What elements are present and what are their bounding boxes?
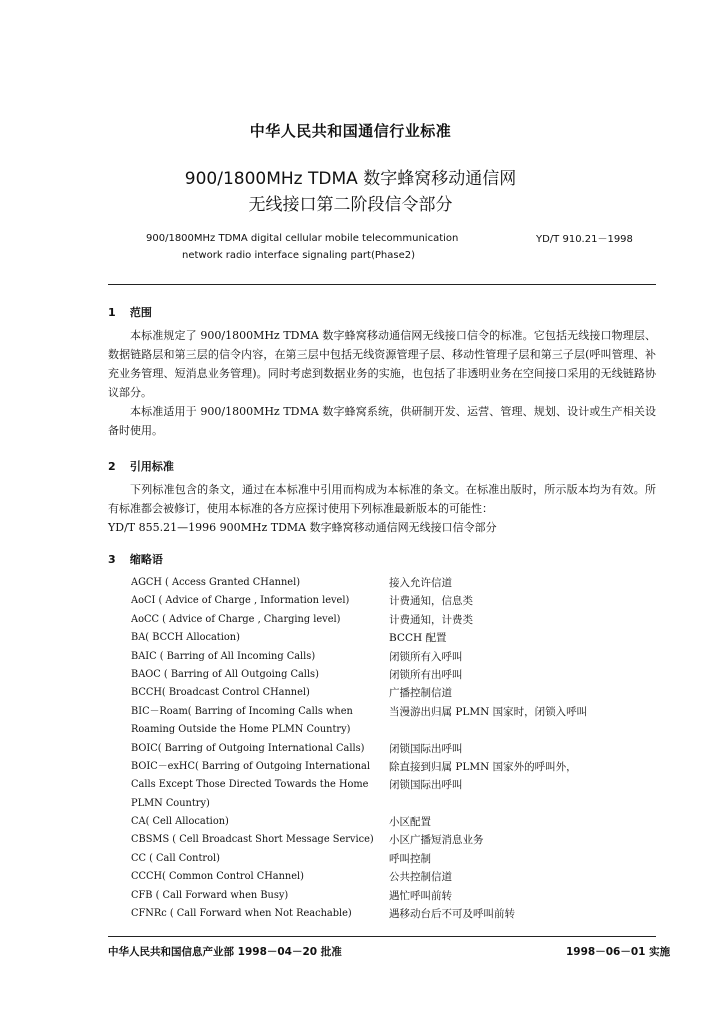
abbreviation-term: CCCH( Common Control CHannel) [131,871,304,883]
abbreviation-row [131,629,661,647]
abbreviation-meaning: 公共控制信道 [389,871,452,884]
abbreviation-row [131,813,661,831]
abbreviation-row [131,574,661,592]
title-line-1: 900/1800MHz TDMA 数字蜂窝移动通信网 [184,169,517,189]
section-number: 1 [108,306,116,319]
standard-number: YD/T 910.21－1998 [536,234,633,245]
abbreviation-meaning [389,795,661,813]
paragraph: 本标准规定了 900/1800MHz TDMA 数字蜂窝移动通信网无线接口信令的标准。它包括无线接口物理层、数据链路层和第三层的信令内容，在第三层中包括无线资源管理子层、移动性管理子层和第三子层(呼叫管理、补充业务管理、短消息业务管理)。同时考虑到数据业务的实施，也包括了非透明业务在空间接口采用的无线链路协议部分。 [108,329,656,399]
abbreviation-meaning: BCCH 配置 [389,632,447,645]
abbreviation-meaning: 计费通知，计费类 [389,613,473,626]
section-2-body [108,480,656,537]
abbreviation-term: CFNRc ( Call Forward when Not Reachable) [131,908,352,920]
paragraph: 本标准适用于 900/1800MHz TDMA 数字蜂窝系统，供研制开发、运营、管理、规划、设计或生产相关设备时使用。 [108,405,656,437]
approval-line: 中华人民共和国信息产业部 1998－04－20 批准 [108,946,342,958]
reference-item: YD/T 855.21—1996 900MHz TDMA 数字蜂窝移动通信网无线接口信令部分 [108,521,497,534]
abbreviation-row [131,611,661,629]
abbreviation-list [131,574,661,923]
abbreviation-row [131,684,661,702]
section-title: 范围 [129,306,152,319]
abbreviation-row [131,795,661,813]
abbreviation-meaning [389,721,661,739]
abbreviation-row [131,592,661,610]
abbreviation-row [131,758,661,776]
abbreviation-row [131,776,661,794]
abbreviation-term: Roaming Outside the Home PLMN Country) [131,724,351,736]
section-2-heading [108,458,174,474]
abbreviation-row [131,648,661,666]
abbreviation-meaning: 接入允许信道 [389,577,452,589]
implementation-date: 1998－06－01 实施 [566,946,671,958]
abbreviation-term: AGCH ( Access Granted CHannel) [131,577,301,588]
abbreviation-term: BOIC( Barring of Outgoing International Calls) [131,742,365,754]
abbreviation-row [131,721,661,739]
abbreviation-meaning: 小区广播短消息业务 [389,834,484,847]
paragraph: 下列标准包含的条文，通过在本标准中引用而构成为本标准的条文。在标准出版时，所示版本均为有效。所有标准都会被修订，使用本标准的各方应探讨使用下列标准最新版本的可能性： [108,483,656,515]
abbreviation-term: BCCH( Broadcast Control CHannel) [131,687,310,699]
english-title [146,230,526,264]
abbreviation-term: AoCI ( Advice of Charge , Information level) [131,595,350,607]
abbreviation-meaning: 计费通知，信息类 [389,595,473,608]
abbreviation-term: BIC－Roam( Barring of Incoming Calls when [131,705,353,717]
abbreviation-meaning: 小区配置 [389,816,431,829]
abbreviation-term: BAOC ( Barring of All Outgoing Calls) [131,668,319,680]
title-line-2: 无线接口第二阶段信令部分 [248,195,453,215]
abbreviation-meaning: 闭锁国际出呼叫 [389,742,463,755]
abbreviation-term: BOIC－exHC( Barring of Outgoing International [131,760,371,772]
section-1-body [108,326,656,440]
section-1-heading [108,304,152,320]
abbreviation-meaning: 闭锁所有出呼叫 [389,668,463,681]
abbreviation-term: CFB ( Call Forward when Busy) [131,889,289,901]
section-number: 3 [108,553,116,566]
abbreviation-term: CBSMS ( Cell Broadcast Short Message Service) [131,834,374,846]
abbreviation-term: BA( BCCH Allocation) [131,632,240,644]
abbreviation-meaning: 遇移动台后不可及呼叫前转 [389,908,515,921]
standard-type-heading: 中华人民共和国通信行业标准 [249,122,452,140]
english-title-line-1: 900/1800MHz TDMA digital cellular mobile telecommunication [146,233,459,244]
abbreviation-term: PLMN Country) [131,797,210,809]
abbreviation-row [131,831,661,849]
abbreviation-row [131,905,661,923]
abbreviation-meaning: 广播控制信道 [389,687,452,700]
english-title-line-2: network radio interface signaling part(Phase2) [182,250,415,261]
abbreviation-meaning: 呼叫控制 [389,852,431,865]
section-title: 缩略语 [129,553,163,566]
abbreviation-row [131,703,661,721]
abbreviation-meaning: 除直接到归属 PLMN 国家外的呼叫外， [389,760,577,773]
abbreviation-meaning: 闭锁国际出呼叫 [389,779,463,792]
abbreviation-term: CA( Cell Allocation) [131,816,229,828]
abbreviation-row [131,868,661,886]
section-number: 2 [108,460,116,473]
abbreviation-row [131,740,661,758]
header-divider [108,284,656,285]
abbreviation-meaning: 遇忙呼叫前转 [389,889,452,902]
abbreviation-term: AoCC ( Advice of Charge , Charging level) [131,613,341,625]
section-3-heading [108,551,163,567]
abbreviation-term: BAIC ( Barring of All Incoming Calls) [131,650,316,662]
abbreviation-meaning: 闭锁所有入呼叫 [389,650,463,663]
abbreviation-row [131,666,661,684]
abbreviation-term: Calls Except Those Directed Towards the Home [131,779,369,791]
abbreviation-row [131,850,661,868]
section-title: 引用标准 [129,460,174,473]
abbreviation-meaning: 当漫游出归属 PLMN 国家时，闭锁入呼叫 [389,705,588,718]
abbreviation-row [131,887,661,905]
abbreviation-term: CC ( Call Control) [131,852,220,864]
footer-divider [108,936,656,937]
